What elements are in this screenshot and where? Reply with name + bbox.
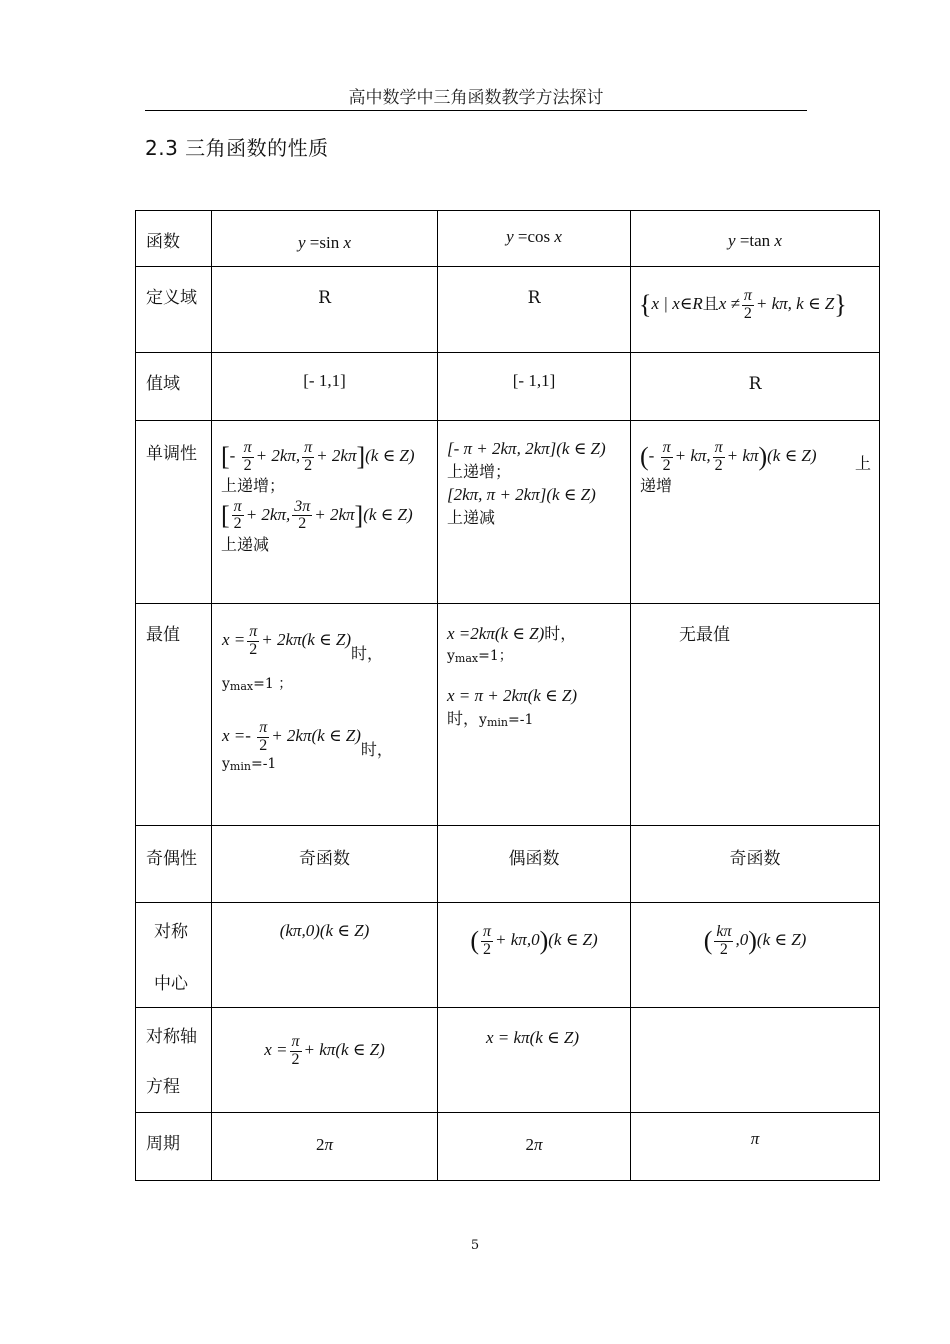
- row-label-parity: 奇偶性: [136, 826, 212, 903]
- table-row: [136, 267, 880, 353]
- row-label-monotonicity: 单调性: [136, 421, 212, 604]
- mono-sin-inc-text: 上递增；: [221, 476, 286, 496]
- domain-cos: R: [438, 267, 631, 353]
- domain-tan-conjunction: 且: [702, 294, 719, 314]
- extremum-cos-time-1: 时，: [544, 624, 577, 643]
- row-label-function: 函数: [136, 211, 212, 267]
- extremum-cos: x =2kπ(k ∈ Z)时， ymax=1； x = π + 2kπ(k ∈ Z) 时，ymin=-1: [438, 604, 631, 826]
- mono-tan-inc-text: 递增: [640, 476, 673, 496]
- extremum-sin: x = $\frac{\pi}{2}$ + 2kπ(k ∈ Z)时， ymax=1 ； x =- $\frac{\pi}{2}$ + 2kπ(k ∈ Z)时， ymin=-1: [212, 604, 438, 826]
- center-cos: ( $\frac{\pi}{2}$ + kπ,0)(k ∈ Z): [438, 903, 631, 1008]
- table-row: [136, 826, 880, 903]
- row-label-extremum: 最值: [136, 604, 212, 826]
- ymin-value: =-1: [507, 712, 534, 729]
- mono-sin-dec-text: 上递减: [221, 535, 270, 555]
- section-title: 2.3 三角函数的性质: [145, 136, 329, 160]
- page-header: 高中数学中三角函数教学方法探讨: [145, 86, 807, 111]
- mono-cos: [- π + 2kπ, 2kπ](k ∈ Z) 上递增； [2kπ, π + 2kπ](k ∈ Z) 上递减: [438, 421, 631, 604]
- row-label-range: 值域: [136, 353, 212, 421]
- row-label-center-1: 对称: [154, 922, 188, 942]
- row-label-domain: 定义域: [136, 267, 212, 353]
- formula-tan: y =tan x: [631, 211, 880, 267]
- axis-cos: x = kπ(k ∈ Z): [438, 1008, 631, 1113]
- table-row: [136, 1008, 880, 1113]
- mono-tan: (- $\frac{\pi}{2}$ + kπ, $\frac{\pi}{2}$ + kπ)(k ∈ Z) 上 递增: [631, 421, 880, 604]
- row-label-period: 周期: [136, 1113, 212, 1181]
- formula-cos: y =cos x: [438, 211, 631, 267]
- mono-cos-inc-text: 上递增；: [447, 461, 512, 481]
- extremum-sin-time-2: 时，: [360, 740, 393, 760]
- ymin-sub: min: [486, 716, 508, 730]
- ymin-value: =-1: [250, 755, 277, 772]
- parity-cos: 偶函数: [438, 826, 631, 903]
- center-tan: ( $\frac{k\pi}{2}$ ,0)(k ∈ Z): [631, 903, 880, 1008]
- row-label-center-2: 中心: [154, 973, 188, 994]
- row-label-axis-1: 对称轴: [146, 1027, 197, 1047]
- extremum-cos-time-2: 时，: [447, 709, 480, 729]
- range-cos: [- 1,1]: [438, 353, 631, 421]
- center-sin: (kπ,0)(k ∈ Z): [212, 903, 438, 1008]
- axis-tan: [631, 1008, 880, 1113]
- domain-sin: R: [212, 267, 438, 353]
- ymax-value-cos: =1；: [478, 647, 513, 664]
- parity-tan: 奇函数: [631, 826, 880, 903]
- table-row: [136, 604, 880, 826]
- ymax-symbol: y: [222, 675, 230, 692]
- row-label-center: [136, 903, 212, 1008]
- ymin-sub: min: [229, 759, 251, 773]
- mono-sin: [- $\frac{\pi}{2}$ + 2kπ, $\frac{\pi}{2}$ + 2kπ](k ∈ Z) 上递增； [ $\frac{\pi}{2}$ + 2kπ, $\frac{3\pi}{2}$ + 2kπ](k ∈ Z) 上递减: [212, 421, 438, 604]
- table-row: [136, 353, 880, 421]
- ymax-value: =1 ；: [253, 675, 293, 692]
- period-sin: 2π: [212, 1113, 438, 1181]
- period-cos: 2π: [438, 1113, 631, 1181]
- domain-tan: {x | x∈R且x ≠ $\frac{\pi}{2}$ + kπ, k ∈ Z}: [631, 267, 880, 353]
- page-number: 5: [470, 1238, 480, 1253]
- ymax-sub: max: [454, 651, 479, 665]
- formula-sin: y =sin x: [212, 211, 438, 267]
- range-tan: R: [631, 353, 880, 421]
- ymin-symbol: y: [222, 755, 230, 772]
- table-row: [136, 903, 880, 1008]
- table-row: [136, 421, 880, 604]
- table-row: [136, 211, 880, 267]
- row-label-axis-2: 方程: [146, 1076, 180, 1097]
- ymax-symbol: y: [447, 647, 455, 664]
- mono-tan-up-text: 上: [854, 454, 871, 473]
- ymin-symbol: y: [479, 712, 487, 729]
- extremum-sin-time-1: 时，: [351, 644, 384, 664]
- mono-cos-dec-text: 上递减: [447, 507, 496, 527]
- ymax-sub: max: [229, 679, 254, 693]
- axis-sin: x = $\frac{\pi}{2}$ + kπ(k ∈ Z): [212, 1008, 438, 1113]
- period-tan: π: [631, 1113, 880, 1181]
- range-sin: [- 1,1]: [212, 353, 438, 421]
- row-label-axis: [136, 1008, 212, 1113]
- parity-sin: 奇函数: [212, 826, 438, 903]
- trig-properties-table: [135, 210, 880, 1181]
- table-row: [136, 1113, 880, 1181]
- extremum-tan: 无最值: [631, 604, 880, 826]
